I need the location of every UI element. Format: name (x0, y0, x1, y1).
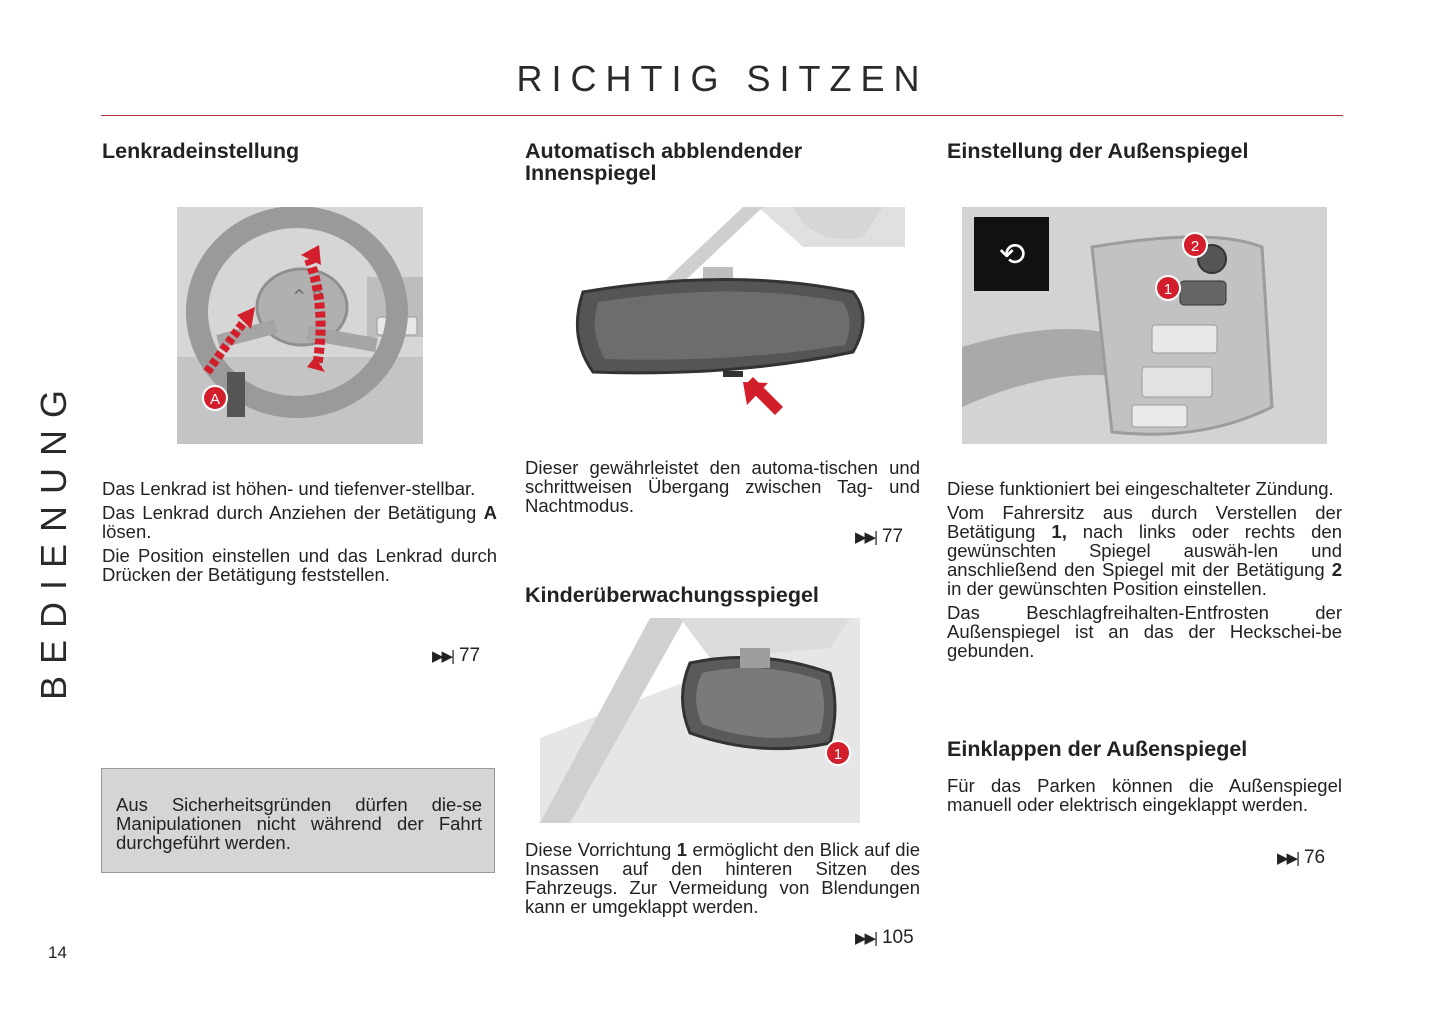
page-number: 14 (48, 943, 67, 962)
col3-paragraph-1: Diese funktioniert bei eingeschalteter Zündung. (947, 478, 1334, 499)
exterior-mirror-adjust-heading: Einstellung der Außenspiegel (947, 139, 1249, 163)
col3-page-ref-link[interactable]: ▶▶| 76 (1277, 847, 1326, 868)
side-section-label (26, 377, 82, 700)
col1-paragraph-1: Das Lenkrad ist höhen- und tiefenver-stellbar. (102, 478, 476, 499)
fold-mirrors-heading: Einklappen der Außenspiegel (947, 737, 1248, 761)
steering-wheel-image (177, 207, 423, 444)
col2-heading2-wrap (525, 584, 925, 606)
col2-page-ref-link-2[interactable]: ▶▶| 105 (855, 927, 914, 948)
rearview-mirror-image (553, 207, 905, 432)
skip-forward-icon: ▶▶| (1277, 850, 1298, 867)
steering-wheel-illustration (177, 207, 423, 444)
skip-forward-icon: ▶▶| (432, 648, 453, 665)
col2-paragraph-2: Diese Vorrichtung 1 ermöglicht den Blick auf die Insassen auf den hinteren Sitzen des Fahrzeugs. Zur Vermeidung von Blendungen kann er umgeklappt werden. (525, 839, 920, 917)
child-monitor-mirror-illustration (540, 618, 860, 823)
col1-paragraph-3: Die Position einstellen und das Lenkrad durch Drücken der Betätigung feststellen. (102, 545, 497, 585)
side-section-text: BEDIENUNG (33, 377, 74, 700)
safety-warning-text: Aus Sicherheitsgründen dürfen die-se Manipulationen nicht während der Fahrt durchgeführt werden. (116, 794, 482, 853)
safety-warning-box (101, 768, 495, 873)
steering-adjust-heading: Lenkradeinstellung (102, 139, 300, 163)
col2-body-1 (525, 458, 920, 520)
col3-paragraph-3: Das Beschlagfreihalten-Entfrosten der Außenspiegel ist an das der Heckschei-be gebunden. (947, 602, 1342, 661)
door-switch-illustration (962, 207, 1327, 444)
rearview-mirror-illustration (553, 207, 905, 432)
col1-page-ref-link[interactable]: ▶▶| 77 (432, 645, 481, 666)
col1-paragraph-2: Das Lenkrad durch Anziehen der Betätigung A lösen. (102, 502, 497, 542)
svg-text:⌃⌃: ⌃⌃ (290, 285, 327, 310)
door-switch-panel-image (962, 207, 1327, 444)
col2-paragraph-1: Dieser gewährleistet den automa-tischen und schrittweisen Übergang zwischen Tag- und Nachtmodus. (525, 457, 920, 516)
col3-body-1 (947, 479, 1342, 665)
child-monitor-mirror-heading: Kinderüberwachungsspiegel (525, 583, 819, 607)
col2-page-ref-link-1[interactable]: ▶▶| 77 (855, 526, 904, 547)
label-a-marker: A (209, 391, 221, 408)
title-divider (101, 115, 1343, 116)
child-monitor-mirror-image (540, 618, 860, 823)
label-1-marker: 1 (1163, 281, 1173, 298)
col3-heading-wrap (947, 140, 1347, 162)
col3-body-2 (947, 776, 1342, 819)
col1-body (102, 479, 497, 589)
col3-heading2-wrap (947, 738, 1347, 760)
col1-heading-wrap (102, 140, 502, 162)
label-2-marker: 2 (1190, 238, 1200, 255)
skip-forward-icon: ▶▶| (855, 529, 876, 546)
label-1-marker: 1 (833, 746, 843, 763)
col3-paragraph-2: Vom Fahrersitz aus durch Verstellen der Betätigung 1, nach links oder rechts den gewünschten Spiegel auswäh-len und anschließend den Spiegel mit der Betätigung 2 in der gewünschten Position einstellen. (947, 502, 1342, 599)
auto-dimming-mirror-heading: Automatisch abblendender Innenspiegel (525, 139, 803, 185)
col3-paragraph-4: Für das Parken können die Außenspiegel manuell oder elektrisch eingeklappt werden. (947, 775, 1342, 815)
col2-body-2 (525, 840, 920, 921)
skip-forward-icon: ▶▶| (855, 930, 876, 947)
mirror-fold-icon: ⟲ (998, 235, 1026, 273)
page-title: RICHTIG SITZEN (516, 58, 929, 99)
col2-heading-wrap (525, 140, 925, 184)
